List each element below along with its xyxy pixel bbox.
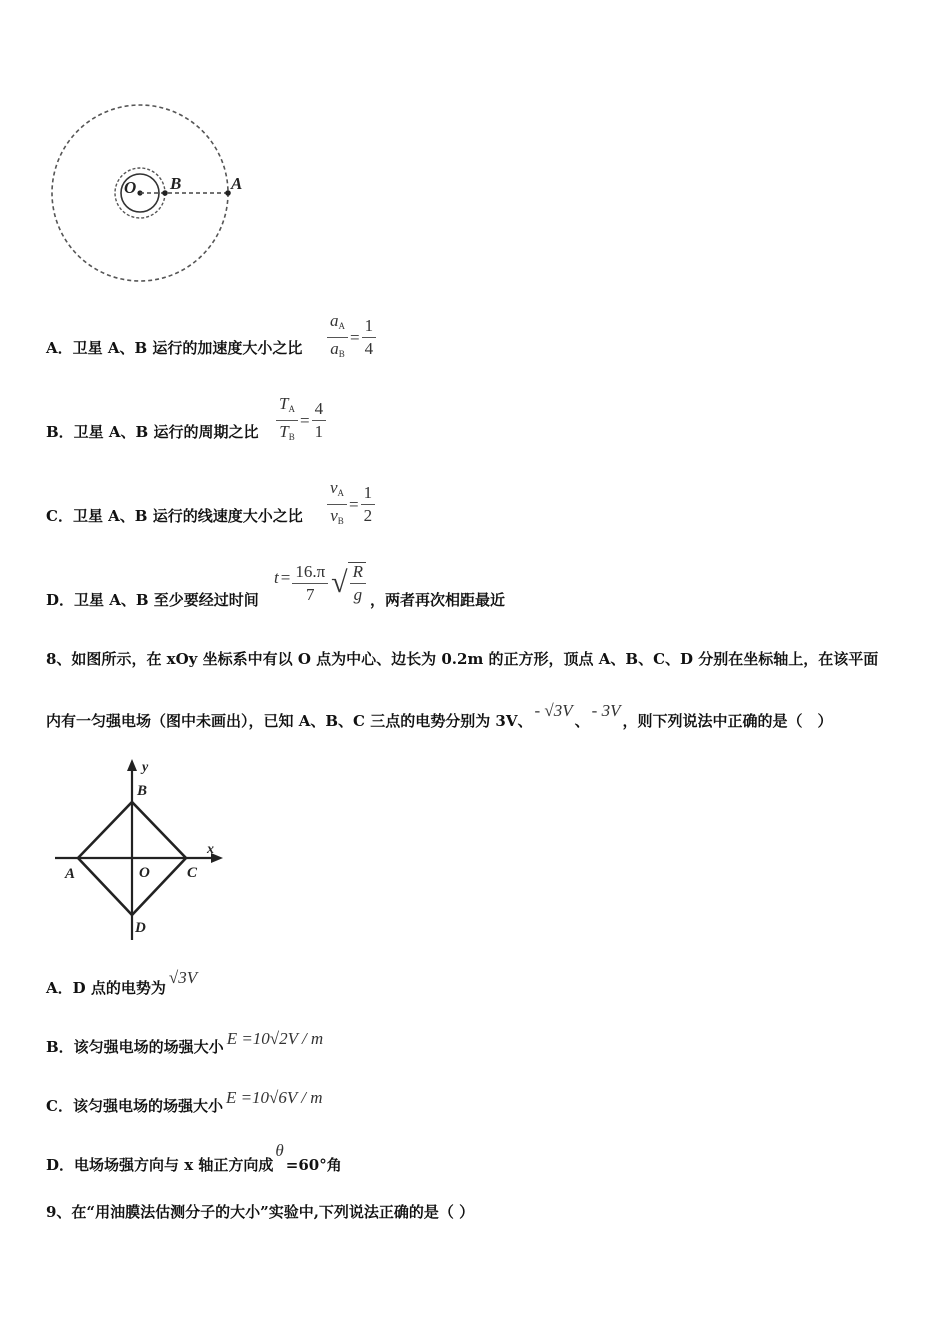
potential-C: - 3V <box>591 701 621 720</box>
satellite-B-dot <box>162 190 168 196</box>
label-A: A <box>231 174 243 193</box>
q9-stem: 9、在“用油膜法估测分子的大小”实验中,下列说法正确的是（ ） <box>46 1203 475 1221</box>
q8-stem-line1: 8、如图所示，在 xOy 坐标系中有以 O 点为中心、边长为 0.2m 的正方形，顶点 A、B、C、D 分别在坐标轴上，在该平面 <box>46 650 879 668</box>
q7-option-a-text: A．卫星 A、B 运行的加速度大小之比 <box>46 339 303 357</box>
label-O: O <box>139 865 150 881</box>
satellite-A-dot <box>225 190 231 196</box>
q8-option-c: C．该匀强电场的场强大小 E =10√6V / m <box>46 1088 323 1115</box>
label-A: A <box>65 866 76 882</box>
q8-option-b: B．该匀强电场的场强大小 E =10√2V / m <box>46 1029 324 1056</box>
q8-option-d: D．电场场强方向与 x 轴正方向成θ=60°角 <box>46 1141 342 1174</box>
potential-B: - √3V <box>534 701 573 720</box>
label-O: O <box>124 178 137 197</box>
theta-symbol: θ <box>275 1141 284 1160</box>
label-x: x <box>207 842 214 857</box>
q7-option-c-text: C．卫星 A、B 运行的线速度大小之比 <box>46 507 303 525</box>
q7-option-b-text: B．卫星 A、B 运行的周期之比 <box>46 423 259 441</box>
q7-option-d-text: D．卫星 A、B 至少要经过时间 <box>46 591 259 609</box>
y-axis-arrow <box>127 759 137 771</box>
q8-stem-line2: 内有一匀强电场（图中未画出），已知 A、B、C 三点的电势分别为 3V、- √3V、- 3V，则下列说法中正确的是（ ） <box>46 701 833 730</box>
q8-option-b-math: E =10√2V / m <box>226 1029 324 1048</box>
square-axes-figure <box>45 755 235 945</box>
label-C: C <box>187 865 198 881</box>
q8-option-c-math: E =10√6V / m <box>225 1088 323 1107</box>
q7-option-a-formula: $\frac{a_A}{a_B}$ = $\frac{1}{4}$ <box>327 312 376 363</box>
orbit-figure <box>40 95 280 295</box>
q7-option-c-formula: $\frac{v_A}{v_B}$ = $\frac{1}{2}$ <box>327 479 375 530</box>
q7-option-d-tail: ，两者再次相距最近 <box>370 591 506 609</box>
q8-option-a: A．D 点的电势为√3V <box>46 968 198 997</box>
sqrt-sign: √ <box>331 566 348 599</box>
label-B: B <box>137 783 148 799</box>
q8-option-a-math: √3V <box>168 968 198 987</box>
label-y: y <box>142 760 149 775</box>
q7-option-d-formula: t = $\frac{16.\pi}{7}$ √ $\frac{R}{g}$ <box>274 562 366 604</box>
q7-option-b-formula: $\frac{T_A}{T_B}$ = $\frac{4}{1}$ <box>276 395 326 446</box>
label-D: D <box>135 920 146 936</box>
label-B: B <box>170 174 182 193</box>
